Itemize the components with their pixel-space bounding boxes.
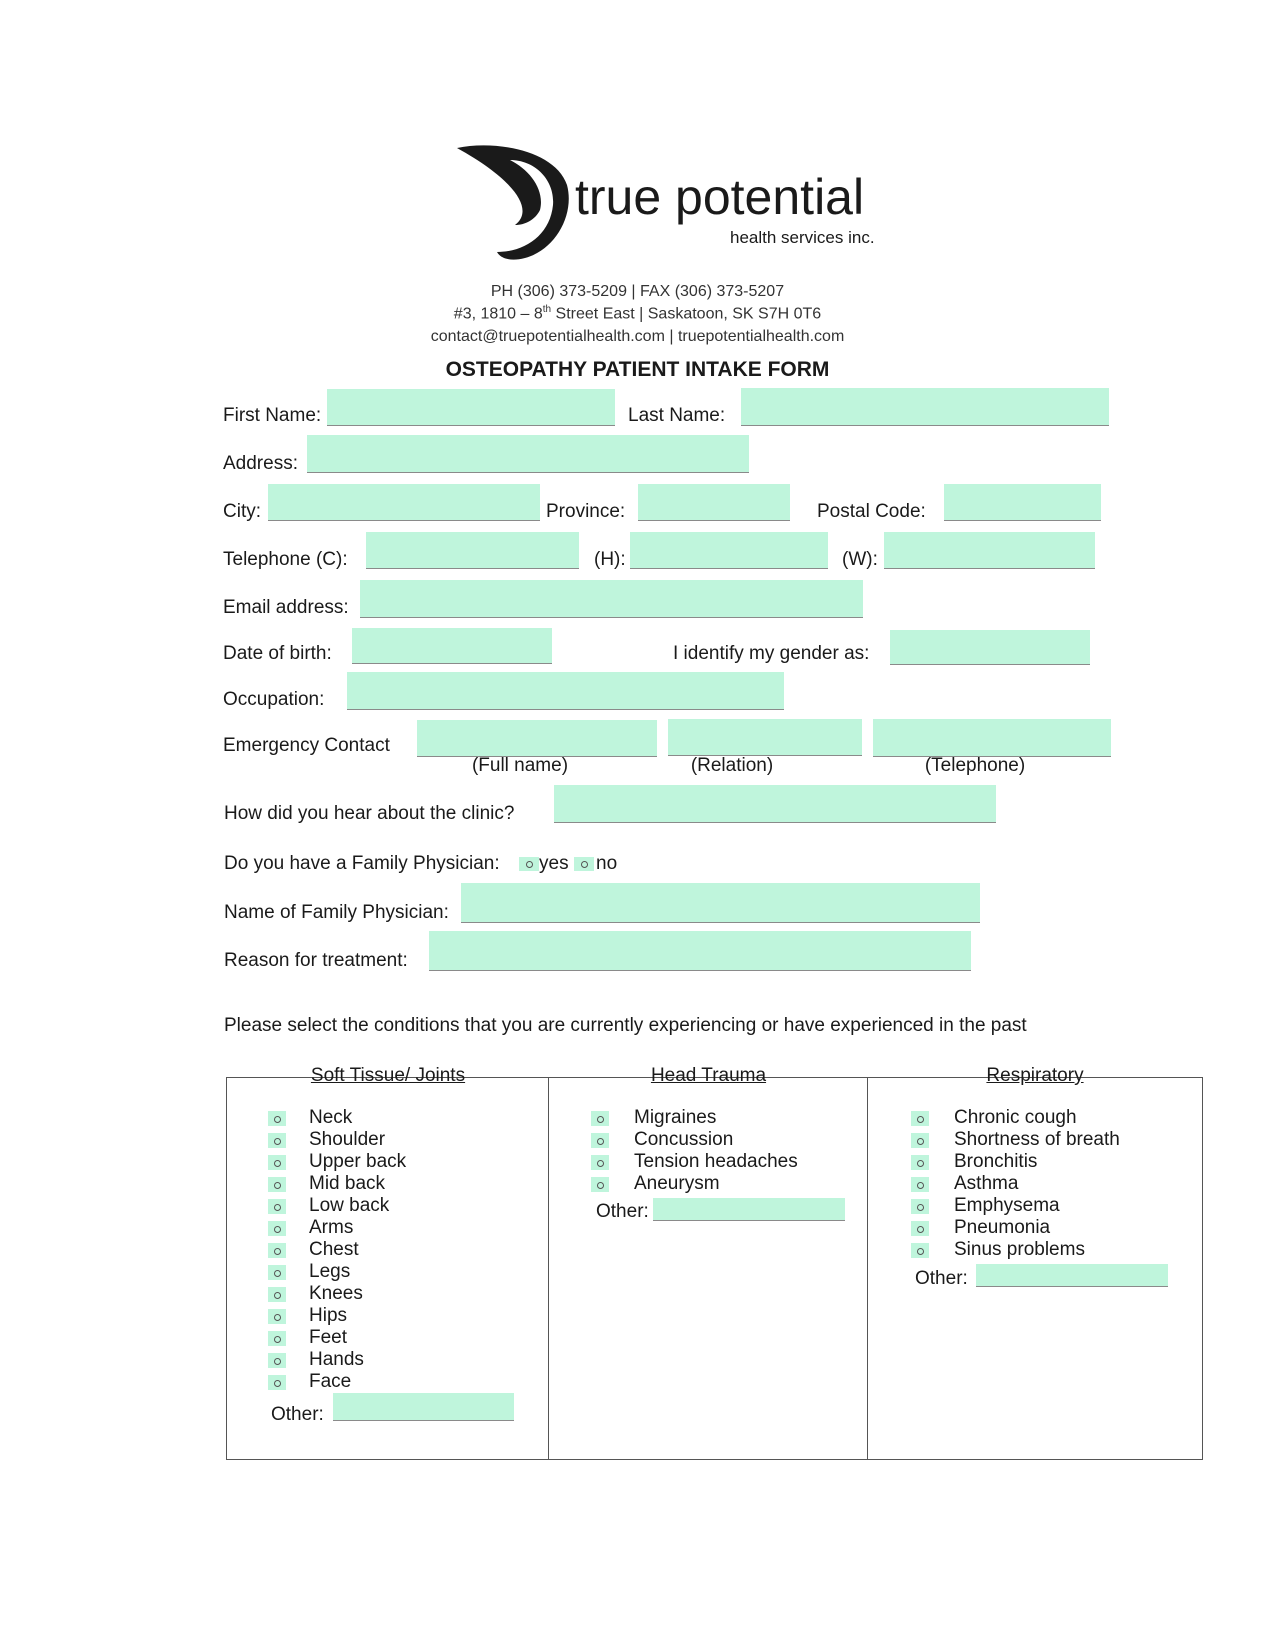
city-label: City: (223, 501, 261, 522)
hear-about-label: How did you hear about the clinic? (224, 803, 515, 824)
conditions-prompt: Please select the conditions that you are currently experiencing or have experienced in the past (224, 1015, 1027, 1036)
soft-tissue-item-label: Mid back (309, 1173, 386, 1194)
dob-label: Date of birth: (223, 643, 332, 664)
respiratory-item-label: Pneumonia (954, 1217, 1051, 1238)
address-sup: th (542, 304, 552, 315)
soft-tissue-other-label: Other: (271, 1404, 324, 1425)
email-field[interactable] (360, 580, 863, 618)
head-trauma-other-label: Other: (596, 1201, 649, 1222)
respiratory-other-field[interactable] (976, 1264, 1168, 1287)
occupation-label: Occupation: (223, 689, 325, 710)
soft-tissue-heading: Soft Tissue/ Joints (310, 1065, 466, 1086)
emergency-name-field[interactable] (417, 720, 657, 757)
address-label: Address: (223, 453, 298, 474)
logo (455, 140, 885, 265)
respiratory-checkbox[interactable] (911, 1133, 929, 1148)
respiratory-item-label: Bronchitis (954, 1151, 1038, 1172)
last-name-field[interactable] (741, 388, 1109, 426)
physician-yes-label: yes (539, 853, 569, 874)
soft-tissue-item-label: Arms (309, 1217, 354, 1238)
head-trauma-checkbox[interactable] (591, 1177, 609, 1192)
head-trauma-heading: Head Trauma (650, 1065, 767, 1086)
last-name-label: Last Name: (628, 405, 726, 426)
physician-no-radio[interactable] (574, 857, 594, 871)
physician-name-label: Name of Family Physician: (224, 902, 449, 923)
hear-about-field[interactable] (554, 785, 996, 823)
soft-tissue-checkbox[interactable] (268, 1221, 286, 1236)
reason-field[interactable] (429, 931, 971, 971)
reason-label: Reason for treatment: (224, 950, 408, 971)
soft-tissue-checkbox[interactable] (268, 1375, 286, 1390)
form-title: OSTEOPATHY PATIENT INTAKE FORM (445, 358, 830, 381)
physician-name-field[interactable] (461, 883, 980, 923)
soft-tissue-item-label: Knees (309, 1283, 363, 1304)
telephone-cell-field[interactable] (366, 532, 579, 569)
soft-tissue-checkbox[interactable] (268, 1331, 286, 1346)
address-field[interactable] (307, 435, 749, 473)
city-field[interactable] (268, 484, 540, 521)
soft-tissue-checkbox[interactable] (268, 1353, 286, 1368)
respiratory-checkbox[interactable] (911, 1111, 929, 1126)
respiratory-other-label: Other: (915, 1268, 968, 1289)
respiratory-checkbox[interactable] (911, 1177, 929, 1192)
head-trauma-checkbox[interactable] (591, 1133, 609, 1148)
address-part: #3, 1810 – 8 (453, 305, 543, 323)
soft-tissue-item-label: Feet (309, 1327, 348, 1348)
soft-tissue-item-label: Upper back (309, 1151, 407, 1172)
emergency-telephone-field[interactable] (873, 719, 1111, 757)
head-trauma-item-label: Migraines (634, 1107, 717, 1128)
respiratory-checkbox[interactable] (911, 1221, 929, 1236)
postal-code-label: Postal Code: (817, 501, 926, 522)
contact-web: contact@truepotentialhealth.com | truepotentialhealth.com (430, 328, 845, 345)
physician-no-label: no (596, 853, 618, 874)
contact-address (0, 304, 1275, 323)
soft-tissue-checkbox[interactable] (268, 1265, 286, 1280)
respiratory-item-label: Shortness of breath (954, 1129, 1120, 1150)
leaf-logo-icon (455, 140, 585, 265)
soft-tissue-checkbox[interactable] (268, 1243, 286, 1258)
occupation-field[interactable] (347, 672, 784, 710)
soft-tissue-checkbox[interactable] (268, 1177, 286, 1192)
respiratory-item-label: Chronic cough (954, 1107, 1077, 1128)
soft-tissue-checkbox[interactable] (268, 1287, 286, 1302)
soft-tissue-item-label: Shoulder (309, 1129, 386, 1150)
head-trauma-checkbox[interactable] (591, 1155, 609, 1170)
soft-tissue-item-label: Hips (309, 1305, 348, 1326)
soft-tissue-item-label: Legs (309, 1261, 351, 1282)
province-label: Province: (546, 501, 626, 522)
email-label: Email address: (223, 597, 349, 618)
soft-tissue-item-label: Face (309, 1371, 352, 1392)
logo-sub-text: health services inc. (730, 228, 875, 247)
emergency-relation-caption: (Relation) (690, 755, 774, 776)
head-trauma-checkbox[interactable] (591, 1111, 609, 1126)
soft-tissue-checkbox[interactable] (268, 1111, 286, 1126)
logo-main-text: true potential (575, 169, 865, 225)
address-part-2: Street East | Saskatoon, SK S7H 0T6 (551, 305, 822, 323)
soft-tissue-checkbox[interactable] (268, 1133, 286, 1148)
soft-tissue-checkbox[interactable] (268, 1309, 286, 1324)
contact-phone-fax: PH (306) 373-5209 | FAX (306) 373-5207 (490, 283, 785, 300)
soft-tissue-checkbox[interactable] (268, 1199, 286, 1214)
gender-field[interactable] (890, 630, 1090, 665)
province-field[interactable] (638, 484, 790, 521)
emergency-relation-field[interactable] (668, 719, 862, 756)
gender-label: I identify my gender as: (673, 643, 870, 664)
telephone-home-label: (H): (594, 549, 626, 570)
respiratory-heading: Respiratory (986, 1065, 1084, 1086)
soft-tissue-item-label: Chest (309, 1239, 359, 1260)
postal-code-field[interactable] (944, 484, 1101, 521)
emergency-telephone-caption: (Telephone) (924, 755, 1026, 776)
respiratory-checkbox[interactable] (911, 1243, 929, 1258)
telephone-home-field[interactable] (630, 532, 828, 569)
soft-tissue-item-label: Neck (309, 1107, 353, 1128)
head-trauma-item-label: Concussion (634, 1129, 734, 1150)
respiratory-checkbox[interactable] (911, 1199, 929, 1214)
first-name-label: First Name: (223, 405, 322, 426)
emergency-name-caption: (Full name) (471, 755, 569, 776)
telephone-work-field[interactable] (884, 532, 1095, 569)
dob-field[interactable] (352, 628, 552, 664)
soft-tissue-item-label: Hands (309, 1349, 364, 1370)
head-trauma-item-label: Tension headaches (634, 1151, 798, 1172)
head-trauma-other-field[interactable] (653, 1198, 845, 1221)
telephone-cell-label: Telephone (C): (223, 549, 348, 570)
respiratory-item-label: Emphysema (954, 1195, 1060, 1216)
column-divider (548, 1077, 549, 1460)
head-trauma-item-label: Aneurysm (634, 1173, 720, 1194)
family-physician-question: Do you have a Family Physician: (224, 853, 500, 874)
soft-tissue-item-label: Low back (309, 1195, 390, 1216)
emergency-contact-label: Emergency Contact (223, 735, 390, 756)
soft-tissue-checkbox[interactable] (268, 1155, 286, 1170)
respiratory-item-label: Asthma (954, 1173, 1019, 1194)
physician-yes-radio[interactable] (519, 857, 539, 871)
telephone-work-label: (W): (842, 549, 878, 570)
respiratory-item-label: Sinus problems (954, 1239, 1085, 1260)
first-name-field[interactable] (327, 389, 615, 426)
soft-tissue-other-field[interactable] (333, 1393, 514, 1421)
respiratory-checkbox[interactable] (911, 1155, 929, 1170)
column-divider (867, 1077, 868, 1460)
